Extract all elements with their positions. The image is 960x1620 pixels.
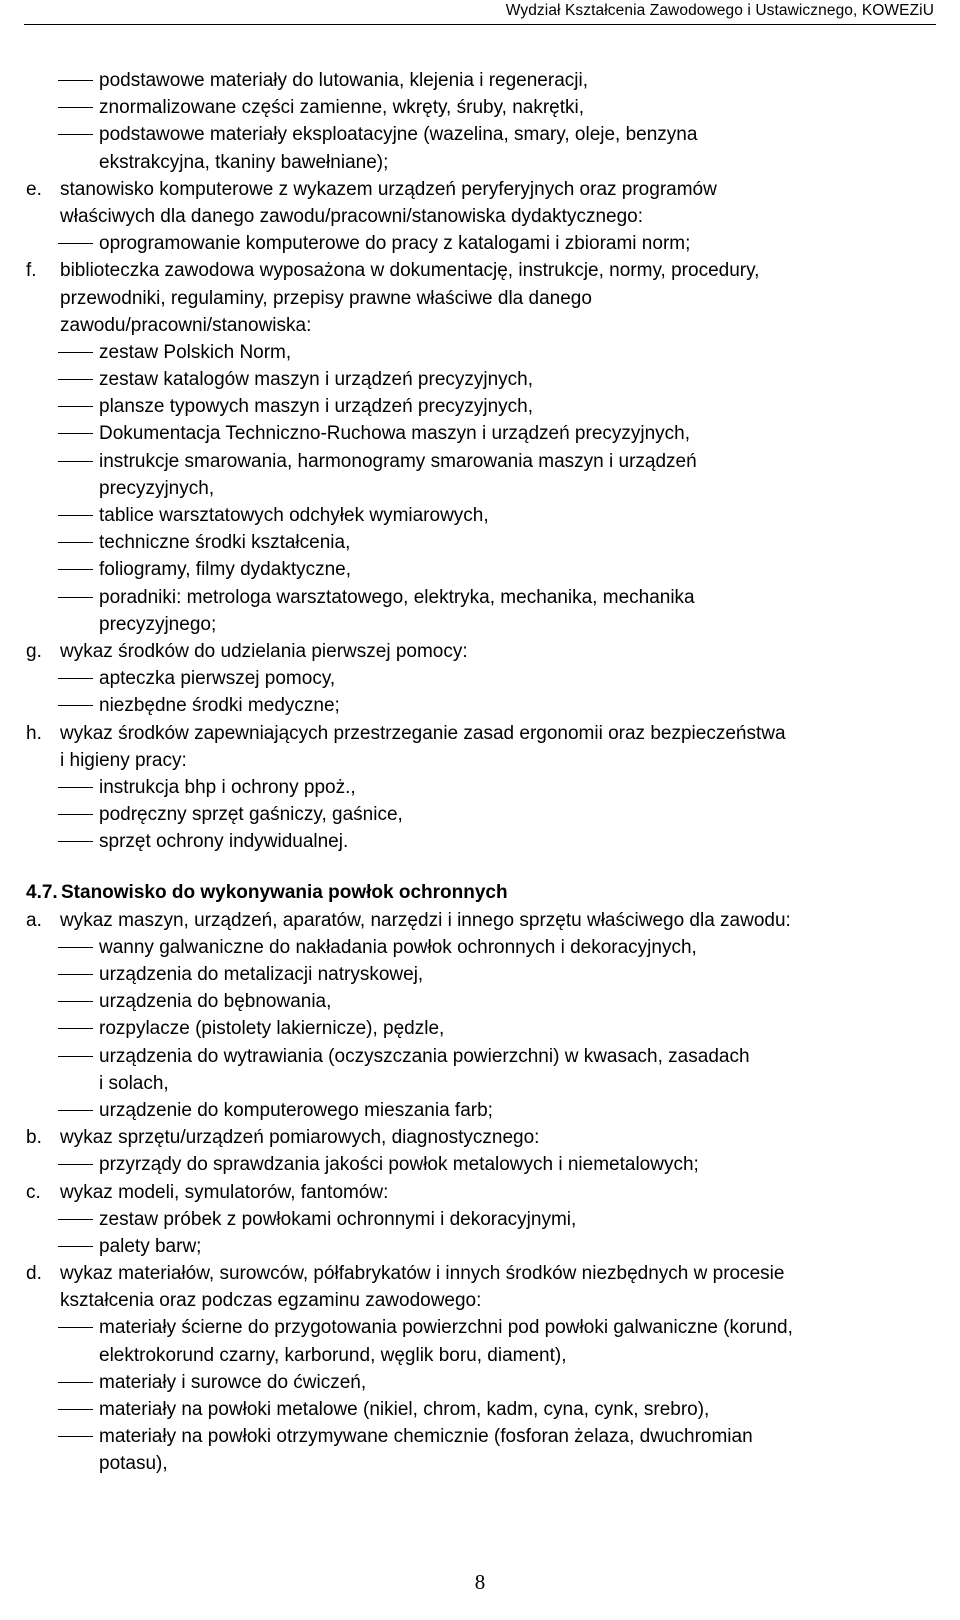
- item-letter: a.: [26, 909, 42, 931]
- dash-bullet-icon: [58, 406, 93, 407]
- lettered-item-text: wykaz środków do udzielania pierwszej pomocy:: [60, 640, 468, 662]
- lettered-item: [26, 907, 940, 934]
- bullet-item: [26, 339, 940, 366]
- dash-bullet-icon: [58, 1382, 93, 1383]
- dash-bullet-icon: [58, 814, 93, 815]
- bullet-item: [26, 1423, 940, 1450]
- bullet-text: urządzenie do komputerowego mieszania farb;: [99, 1099, 493, 1121]
- lettered-continuation-text: właściwych dla danego zawodu/pracowni/stanowiska dydaktycznego:: [60, 205, 643, 227]
- bullet-text: urządzenia do metalizacji natryskowej,: [99, 964, 424, 985]
- dash-bullet-icon: [58, 542, 93, 543]
- dash-bullet-icon: [58, 1436, 93, 1437]
- lettered-item: [26, 1124, 940, 1151]
- item-letter: b.: [26, 1127, 42, 1149]
- dash-bullet-icon: [58, 1327, 93, 1328]
- bullet-text: materiały ścierne do przygotowania powierzchni pod powłoki galwaniczne (korund,: [99, 1317, 793, 1339]
- lettered-item-continuation: [26, 285, 940, 312]
- bullet-text: niezbędne środki medyczne;: [99, 695, 340, 717]
- dash-bullet-icon: [58, 1110, 93, 1111]
- bullet-continuation: [26, 1070, 940, 1097]
- bullet-continuation-text: precyzyjnego;: [99, 613, 217, 635]
- dash-bullet-icon: [58, 947, 93, 948]
- bullet-item: [26, 366, 940, 393]
- lettered-item-text: biblioteczka zawodowa wyposażona w dokumentację, instrukcje, normy, procedury,: [60, 260, 760, 282]
- bullet-continuation-text: i solach,: [99, 1072, 169, 1094]
- bullet-text: apteczka pierwszej pomocy,: [99, 668, 336, 690]
- bullet-text: zestaw próbek z powłokami ochronnymi i dekoracyjnymi,: [99, 1208, 577, 1230]
- lettered-item: [26, 1260, 940, 1287]
- item-letter: h.: [26, 722, 42, 744]
- bullet-item: [26, 1314, 940, 1341]
- dash-bullet-icon: [58, 352, 93, 353]
- section-heading: [26, 879, 940, 906]
- bullet-item: [26, 67, 940, 94]
- item-letter: e.: [26, 178, 42, 200]
- item-letter: f.: [26, 260, 37, 282]
- bullet-text: urządzenia do bębnowania,: [99, 991, 332, 1013]
- bullet-text: znormalizowane części zamienne, wkręty, śruby, nakrętki,: [99, 97, 585, 119]
- bullet-item: [26, 393, 940, 420]
- bullet-item: [26, 1097, 940, 1124]
- bullet-item: [26, 801, 940, 828]
- lettered-item-continuation: [26, 203, 940, 230]
- bullet-item: [26, 1233, 940, 1260]
- lettered-item-continuation: [26, 1287, 940, 1314]
- bullet-text: instrukcja bhp i ochrony ppoż.,: [99, 776, 356, 798]
- lettered-item-text: wykaz maszyn, urządzeń, aparatów, narzędzi i innego sprzętu właściwego dla zawodu:: [60, 909, 791, 931]
- bullet-text: poradniki: metrologa warsztatowego, elektryka, mechanika, mechanika: [99, 586, 695, 608]
- bullet-item: [26, 1206, 940, 1233]
- bullet-text: rozpylacze (pistolety lakiernicze), pędzle,: [99, 1018, 445, 1040]
- bullet-text: zestaw Polskich Norm,: [99, 341, 292, 363]
- bullet-continuation-text: precyzyjnych,: [99, 477, 215, 499]
- bullet-text: plansze typowych maszyn i urządzeń precyzyjnych,: [99, 396, 534, 418]
- bullet-item: [26, 448, 940, 475]
- lettered-continuation-text: przewodniki, regulaminy, przepisy prawne właściwe dla danego: [60, 287, 592, 309]
- lettered-continuation-text: kształcenia oraz podczas egzaminu zawodowego:: [60, 1290, 482, 1312]
- bullet-item: [26, 774, 940, 801]
- header-rule: [24, 24, 936, 25]
- item-letter: c.: [26, 1181, 41, 1203]
- item-letter: d.: [26, 1263, 42, 1285]
- dash-bullet-icon: [58, 678, 93, 679]
- bullet-item: [26, 94, 940, 121]
- lettered-item: [26, 257, 940, 284]
- bullet-item: [26, 230, 940, 257]
- dash-bullet-icon: [58, 1164, 93, 1165]
- running-header: Wydział Kształcenia Zawodowego i Ustawicznego, KOWEZiU: [505, 2, 934, 19]
- bullet-item: [26, 1015, 940, 1042]
- bullet-item: [26, 556, 940, 583]
- bullet-item: [26, 1369, 940, 1396]
- bullet-text: zestaw katalogów maszyn i urządzeń precyzyjnych,: [99, 369, 534, 391]
- lettered-item-text: wykaz sprzętu/urządzeń pomiarowych, diagnostycznego:: [60, 1127, 540, 1149]
- dash-bullet-icon: [58, 1056, 93, 1057]
- item-letter: g.: [26, 640, 42, 662]
- dash-bullet-icon: [58, 515, 93, 516]
- dash-bullet-icon: [58, 243, 93, 244]
- document-body: [26, 67, 940, 1478]
- section-title: Stanowisko do wykonywania powłok ochronnych: [61, 882, 508, 904]
- bullet-text: techniczne środki kształcenia,: [99, 532, 351, 554]
- bullet-item: [26, 665, 940, 692]
- bullet-item: [26, 934, 940, 961]
- bullet-item: [26, 1043, 940, 1070]
- bullet-text: podręczny sprzęt gaśniczy, gaśnice,: [99, 804, 403, 826]
- lettered-item-continuation: [26, 747, 940, 774]
- bullet-text: podstawowe materiały do lutowania, klejenia i regeneracji,: [99, 70, 588, 91]
- bullet-text: wanny galwaniczne do nakładania powłok ochronnych i dekoracyjnych,: [99, 936, 697, 958]
- bullet-continuation: [26, 149, 940, 176]
- dash-bullet-icon: [58, 974, 93, 975]
- lettered-item-text: wykaz środków zapewniających przestrzeganie zasad ergonomii oraz bezpieczeństwa: [60, 722, 786, 744]
- lettered-item-text: stanowisko komputerowe z wykazem urządzeń peryferyjnych oraz programów: [60, 178, 717, 200]
- bullet-item: [26, 692, 940, 719]
- bullet-continuation: [26, 611, 940, 638]
- dash-bullet-icon: [58, 80, 93, 81]
- bullet-continuation: [26, 475, 940, 502]
- dash-bullet-icon: [58, 461, 93, 462]
- lettered-item-text: wykaz materiałów, surowców, półfabrykatów i innych środków niezbędnych w procesie: [60, 1263, 785, 1285]
- bullet-text: urządzenia do wytrawiania (oczyszczania powierzchni) w kwasach, zasadach: [99, 1045, 750, 1067]
- bullet-item: [26, 420, 940, 447]
- bullet-item: [26, 584, 940, 611]
- section-number: 4.7.: [26, 882, 58, 904]
- dash-bullet-icon: [58, 433, 93, 434]
- bullet-continuation: [26, 1450, 940, 1477]
- bullet-text: Dokumentacja Techniczno-Ruchowa maszyn i urządzeń precyzyjnych,: [99, 423, 691, 445]
- bullet-item: [26, 828, 940, 855]
- bullet-text: materiały na powłoki metalowe (nikiel, chrom, kadm, cyna, cynk, srebro),: [99, 1399, 710, 1420]
- bullet-item: [26, 1151, 940, 1178]
- dash-bullet-icon: [58, 1219, 93, 1220]
- bullet-text: oprogramowanie komputerowe do pracy z katalogami i zbiorami norm;: [99, 233, 691, 255]
- bullet-text: tablice warsztatowych odchyłek wymiarowych,: [99, 505, 489, 526]
- dash-bullet-icon: [58, 1028, 93, 1029]
- lettered-item: [26, 638, 940, 665]
- bullet-text: podstawowe materiały eksploatacyjne (wazelina, smary, oleje, benzyna: [99, 124, 698, 146]
- dash-bullet-icon: [58, 1001, 93, 1002]
- bullet-text: instrukcje smarowania, harmonogramy smarowania maszyn i urządzeń: [99, 450, 697, 472]
- bullet-text: przyrządy do sprawdzania jakości powłok metalowych i niemetalowych;: [99, 1154, 699, 1176]
- bullet-continuation-text: ekstrakcyjna, tkaniny bawełniane);: [99, 151, 389, 173]
- dash-bullet-icon: [58, 705, 93, 706]
- lettered-continuation-text: zawodu/pracowni/stanowiska:: [60, 314, 312, 336]
- lettered-item: [26, 720, 940, 747]
- blank-line: [26, 855, 940, 879]
- dash-bullet-icon: [58, 107, 93, 108]
- dash-bullet-icon: [58, 569, 93, 570]
- page-number: 8: [474, 1570, 486, 1594]
- dash-bullet-icon: [58, 134, 93, 135]
- bullet-text: materiały i surowce do ćwiczeń,: [99, 1371, 367, 1393]
- bullet-text: sprzęt ochrony indywidualnej.: [99, 831, 349, 853]
- bullet-item: [26, 502, 940, 529]
- bullet-item: [26, 529, 940, 556]
- dash-bullet-icon: [58, 787, 93, 788]
- dash-bullet-icon: [58, 1246, 93, 1247]
- lettered-continuation-text: i higieny pracy:: [60, 749, 187, 771]
- lettered-item-text: wykaz modeli, symulatorów, fantomów:: [60, 1181, 389, 1203]
- bullet-text: palety barw;: [99, 1235, 202, 1257]
- dash-bullet-icon: [58, 841, 93, 842]
- bullet-item: [26, 988, 940, 1015]
- dash-bullet-icon: [58, 379, 93, 380]
- lettered-item: [26, 176, 940, 203]
- bullet-continuation-text: elektrokorund czarny, karborund, węglik boru, diament),: [99, 1344, 567, 1366]
- dash-bullet-icon: [58, 597, 93, 598]
- bullet-continuation-text: potasu),: [99, 1453, 168, 1475]
- lettered-item-continuation: [26, 312, 940, 339]
- bullet-item: [26, 961, 940, 988]
- lettered-item: [26, 1179, 940, 1206]
- dash-bullet-icon: [58, 1409, 93, 1410]
- bullet-text: foliogramy, filmy dydaktyczne,: [99, 559, 352, 581]
- bullet-text: materiały na powłoki otrzymywane chemicznie (fosforan żelaza, dwuchromian: [99, 1426, 753, 1448]
- bullet-item: [26, 121, 940, 148]
- bullet-continuation: [26, 1342, 940, 1369]
- bullet-item: [26, 1396, 940, 1423]
